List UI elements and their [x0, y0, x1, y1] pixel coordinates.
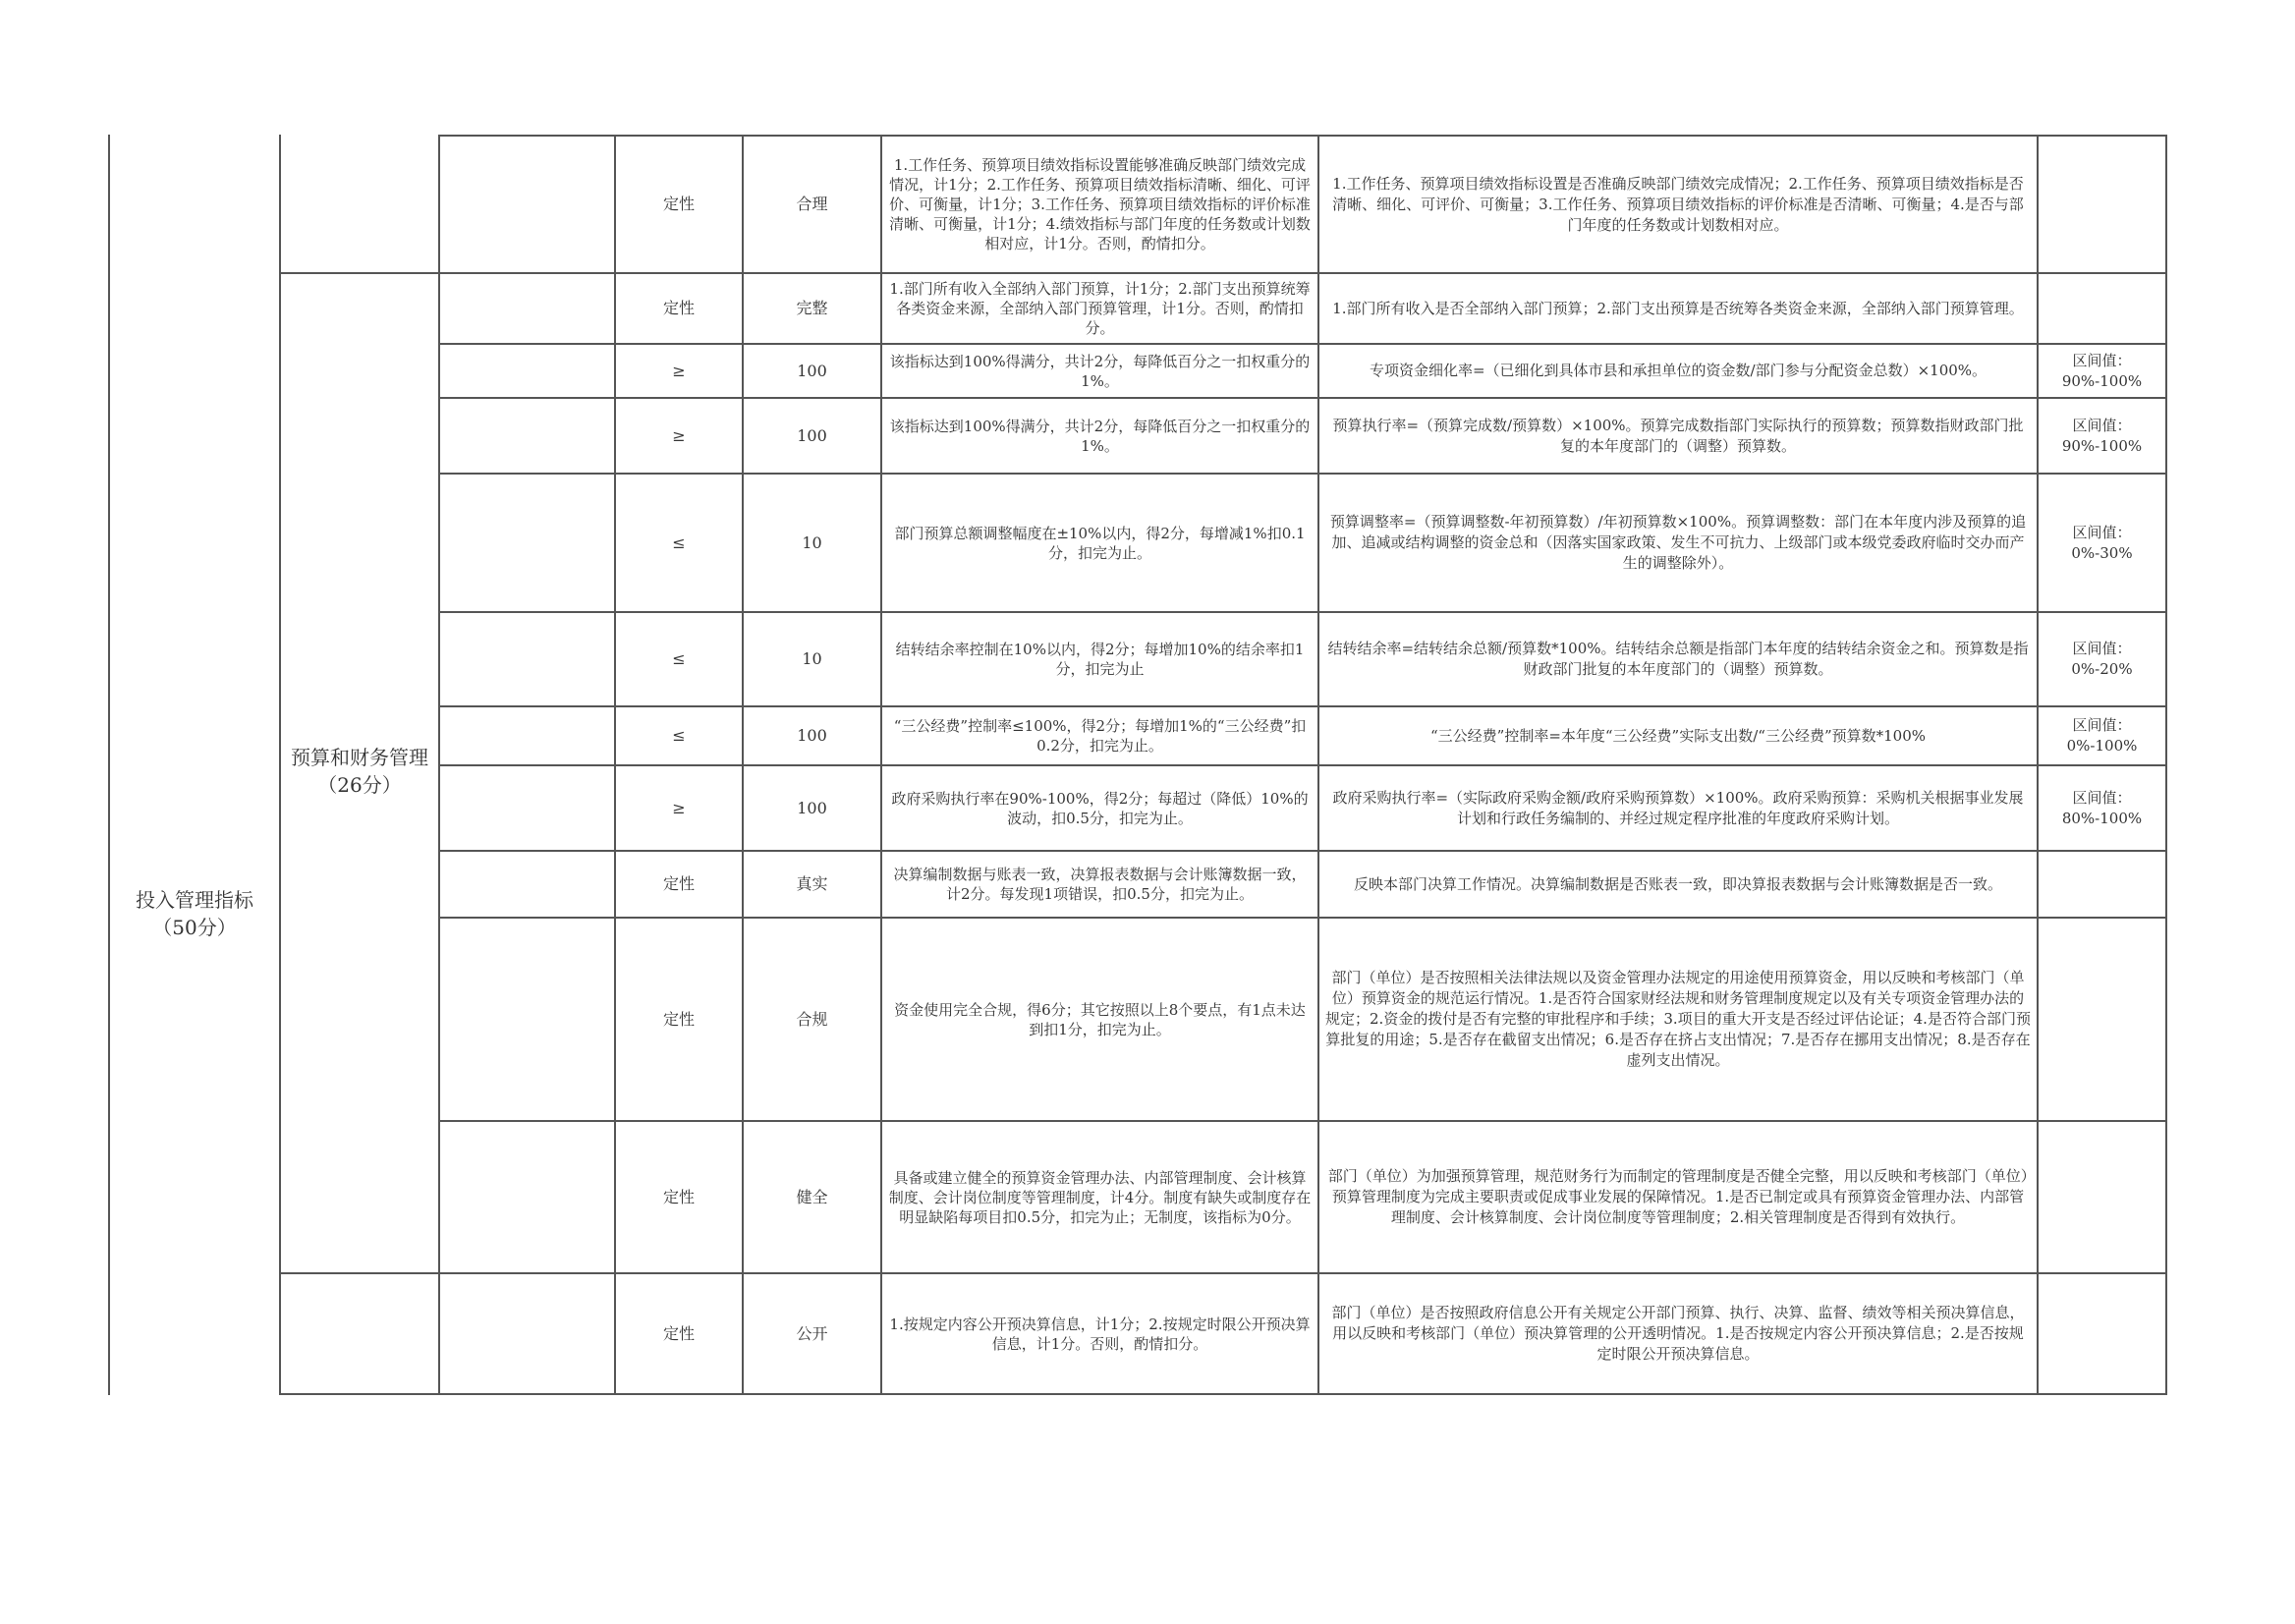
table-row-6-type: ≤: [672, 726, 686, 745]
table-row-7-explanation: 政府采购执行率=（实际政府采购金额/政府采购预算数）×100%。政府采购预算：采购机关根据事业发展计划和行政任务编制的、并经过规定程序批准的年度政府采购计划。: [1332, 788, 2024, 827]
table-row-5-score-rule: 结转结余率控制在10%以内，得2分；每增加10%的结余率扣1分，扣完为止: [895, 641, 1305, 678]
table-row-2-score-rule: 该指标达到100%得满分，共计2分，每降低百分之一扣权重分的1%。: [889, 352, 1311, 390]
table-row-4-range: 区间值：0%-30%: [2071, 523, 2133, 562]
table-row-2-range: 区间值：90%-100%: [2061, 351, 2143, 390]
table-row-3-score-rule: 该指标达到100%得满分，共计2分，每降低百分之一扣权重分的1%。: [889, 417, 1311, 455]
table-row-10-score-rule: 具备或建立健全的预算资金管理办法、内部管理制度、会计核算制度、会计岗位制度等管理制度，计4分。制度有缺失或制度存在明显缺陷每项目扣0.5分，扣完为止；无制度，该指标为0分。: [888, 1168, 1312, 1226]
table-row-6-range: 区间值：0%-100%: [2066, 716, 2138, 755]
table-row-6-standard: 100: [797, 726, 827, 745]
table-row-1-type: 定性: [662, 299, 695, 317]
table-row-6-score-rule: “三公经费”控制率≤100%，得2分；每增加1%的“三公经费”扣0.2分，扣完为止。: [893, 717, 1307, 755]
table-row-8-score-rule: 决算编制数据与账表一致，决算报表数据与会计账簿数据一致，计2分。每发现1项错误，扣0.5分，扣完为止。: [893, 866, 1307, 903]
table-row-11-standard: 公开: [796, 1323, 828, 1343]
table-row-9-range: [2039, 919, 2165, 1120]
table-row-7-type: ≥: [672, 798, 686, 817]
table-row-4-standard: 10: [802, 532, 822, 552]
table-row-7-range: 区间值：80%-100%: [2061, 788, 2143, 827]
table-row-1-standard: 完整: [796, 299, 828, 317]
table-row-2-explanation: 专项资金细化率=（已细化到具体市县和承担单位的资金数/部门参与分配资金总数）×100%。: [1369, 362, 1987, 379]
table-row-9-score-rule: 资金使用完全合规，得6分；其它按照以上8个要点，有1点未达到扣1分，扣完为止。: [894, 1000, 1306, 1038]
table-row-10-explanation: 部门（单位）为加强预算管理，规范财务行为而制定的管理制度是否健全完整，用以反映和考核部门（单位）预算管理制度为完成主要职责或促成事业发展的保障情况。1.是否已制定或具有预算资金管理办法、内部管理制度、会计核算制度、会计岗位制度等管理制度；2.相关管理制度是否得到有效执行。: [1327, 1167, 2029, 1226]
table-row-9-standard: 合规: [796, 1009, 828, 1029]
table-border-left: [108, 135, 110, 1395]
table-row-2-standard: 100: [797, 361, 827, 380]
level1-indicator-label: 投入管理指标（50分）: [136, 888, 253, 939]
table-row-1-score-rule: 1.部门所有收入全部纳入部门预算，计1分；2.部门支出预算统筹各类资金来源，全部纳入部门预算管理，计1分。否则，酌情扣分。: [889, 280, 1311, 337]
table-row-5-explanation: 结转结余率=结转结余总额/预算数*100%。结转结余总额是指部门本年度的结转结余资金之和。预算数是指财政部门批复的本年度部门的（调整）预算数。: [1327, 640, 2029, 678]
table-row-9-explanation: 部门（单位）是否按照相关法律法规以及资金管理办法规定的用途使用预算资金，用以反映和考核部门（单位）预算资金的规范运行情况。1.是否符合国家财经法规和财务管理制度规定以及有关专项资金管理办法的规定；2.资金的拨付是否有完整的审批程序和手续；3.项目的重大开支是否经过评估论证；4.是否符合部门预算批复的用途；5.是否存在截留支出情况；6.是否存在挤占支出情况；7.是否存在挪用支出情况；8.是否存在虚列支出情况。: [1325, 969, 2031, 1069]
table-row-5-standard: 10: [802, 649, 822, 668]
table-row-3-standard: 100: [797, 425, 827, 445]
table-row-1-range: [2039, 274, 2165, 343]
table-row-8-standard: 真实: [796, 874, 828, 893]
table-row-2-type: ≥: [672, 361, 686, 380]
table-row-11-range: [2039, 1274, 2165, 1393]
table-row-0-range: [2039, 137, 2165, 272]
table-row-0-standard: 合理: [796, 195, 828, 213]
table-row-8-type: 定性: [662, 874, 695, 893]
table-row-4-explanation: 预算调整率=（预算调整数-年初预算数）/年初预算数×100%。预算调整数：部门在本年度内涉及预算的追加、追减或结构调整的资金总和（因落实国家政策、发生不可抗力、上级部门或本级党委政府临时交办而产生的调整除外）。: [1329, 513, 2027, 572]
table-row-1-explanation: 1.部门所有收入是否全部纳入部门预算；2.部门支出预算是否统筹各类资金来源，全部纳入部门预算管理。: [1332, 299, 2024, 317]
level2-indicator-label: 预算和财务管理（26分）: [291, 746, 428, 797]
table-row-11-type: 定性: [662, 1323, 695, 1343]
table-row-4-type: ≤: [672, 532, 686, 552]
table-row-3-range: 区间值：90%-100%: [2061, 416, 2143, 455]
table-row-6-explanation: “三公经费”控制率=本年度“三公经费”实际支出数/“三公经费”预算数*100%: [1429, 726, 1927, 745]
table-row-9-type: 定性: [662, 1009, 695, 1029]
table-border-bottom: [279, 1393, 2167, 1395]
table-row-3-explanation: 预算执行率=（预算完成数/预算数）×100%。预算完成数指部门实际执行的预算数；预算数指财政部门批复的本年度部门的（调整）预算数。: [1332, 416, 2024, 455]
table-row-0-type: 定性: [662, 195, 695, 213]
table-row-3-type: ≥: [672, 425, 686, 445]
table-row-8-range: [2039, 852, 2165, 917]
table-row-11-explanation: 部门（单位）是否按照政府信息公开有关规定公开部门预算、执行、决算、监督、绩效等相关预决算信息，用以反映和考核部门（单位）预决算管理的公开透明情况。1.是否按规定内容公开预决算信息；2.是否按规定时限公开预决算信息。: [1331, 1304, 2025, 1363]
table-row-0-explanation: 1.工作任务、预算项目绩效指标设置是否准确反映部门绩效完成情况；2.工作任务、预算项目绩效指标是否清晰、细化、可评价、可衡量；3.工作任务、预算项目绩效指标的评价标准是否清晰、可衡量；4.是否与部门年度的任务数或计划数相对应。: [1332, 174, 2024, 234]
table-row-5-type: ≤: [672, 649, 686, 668]
table-row-0-score-rule: 1.工作任务、预算项目绩效指标设置能够准确反映部门绩效完成情况，计1分；2.工作任务、预算项目绩效指标清晰、细化、可评价、可衡量，计1分；3.工作任务、预算项目绩效指标的评价标准清晰、可衡量，计1分；4.绩效指标与部门年度的任务数或计划数相对应，计1分。否则，酌情扣分。: [889, 156, 1311, 252]
table-row-11-score-rule: 1.按规定内容公开预决算信息，计1分；2.按规定时限公开预决算信息，计1分。否则，酌情扣分。: [889, 1315, 1311, 1353]
table-row-8-explanation: 反映本部门决算工作情况。决算编制数据是否账表一致，即决算报表数据与会计账簿数据是否一致。: [1353, 874, 2002, 893]
table-row-4-score-rule: 部门预算总额调整幅度在±10%以内，得2分，每增减1%扣0.1分，扣完为止。: [894, 524, 1306, 562]
table-row-10-type: 定性: [662, 1187, 695, 1206]
table-row-5-range: 区间值：0%-20%: [2071, 640, 2133, 678]
table-row-7-standard: 100: [797, 798, 827, 817]
table-row-7-score-rule: 政府采购执行率在90%-100%，得2分；每超过（降低）10%的波动，扣0.5分，扣完为止。: [891, 789, 1309, 827]
table-row-10-standard: 健全: [796, 1187, 828, 1206]
table-row-10-range: [2039, 1122, 2165, 1272]
